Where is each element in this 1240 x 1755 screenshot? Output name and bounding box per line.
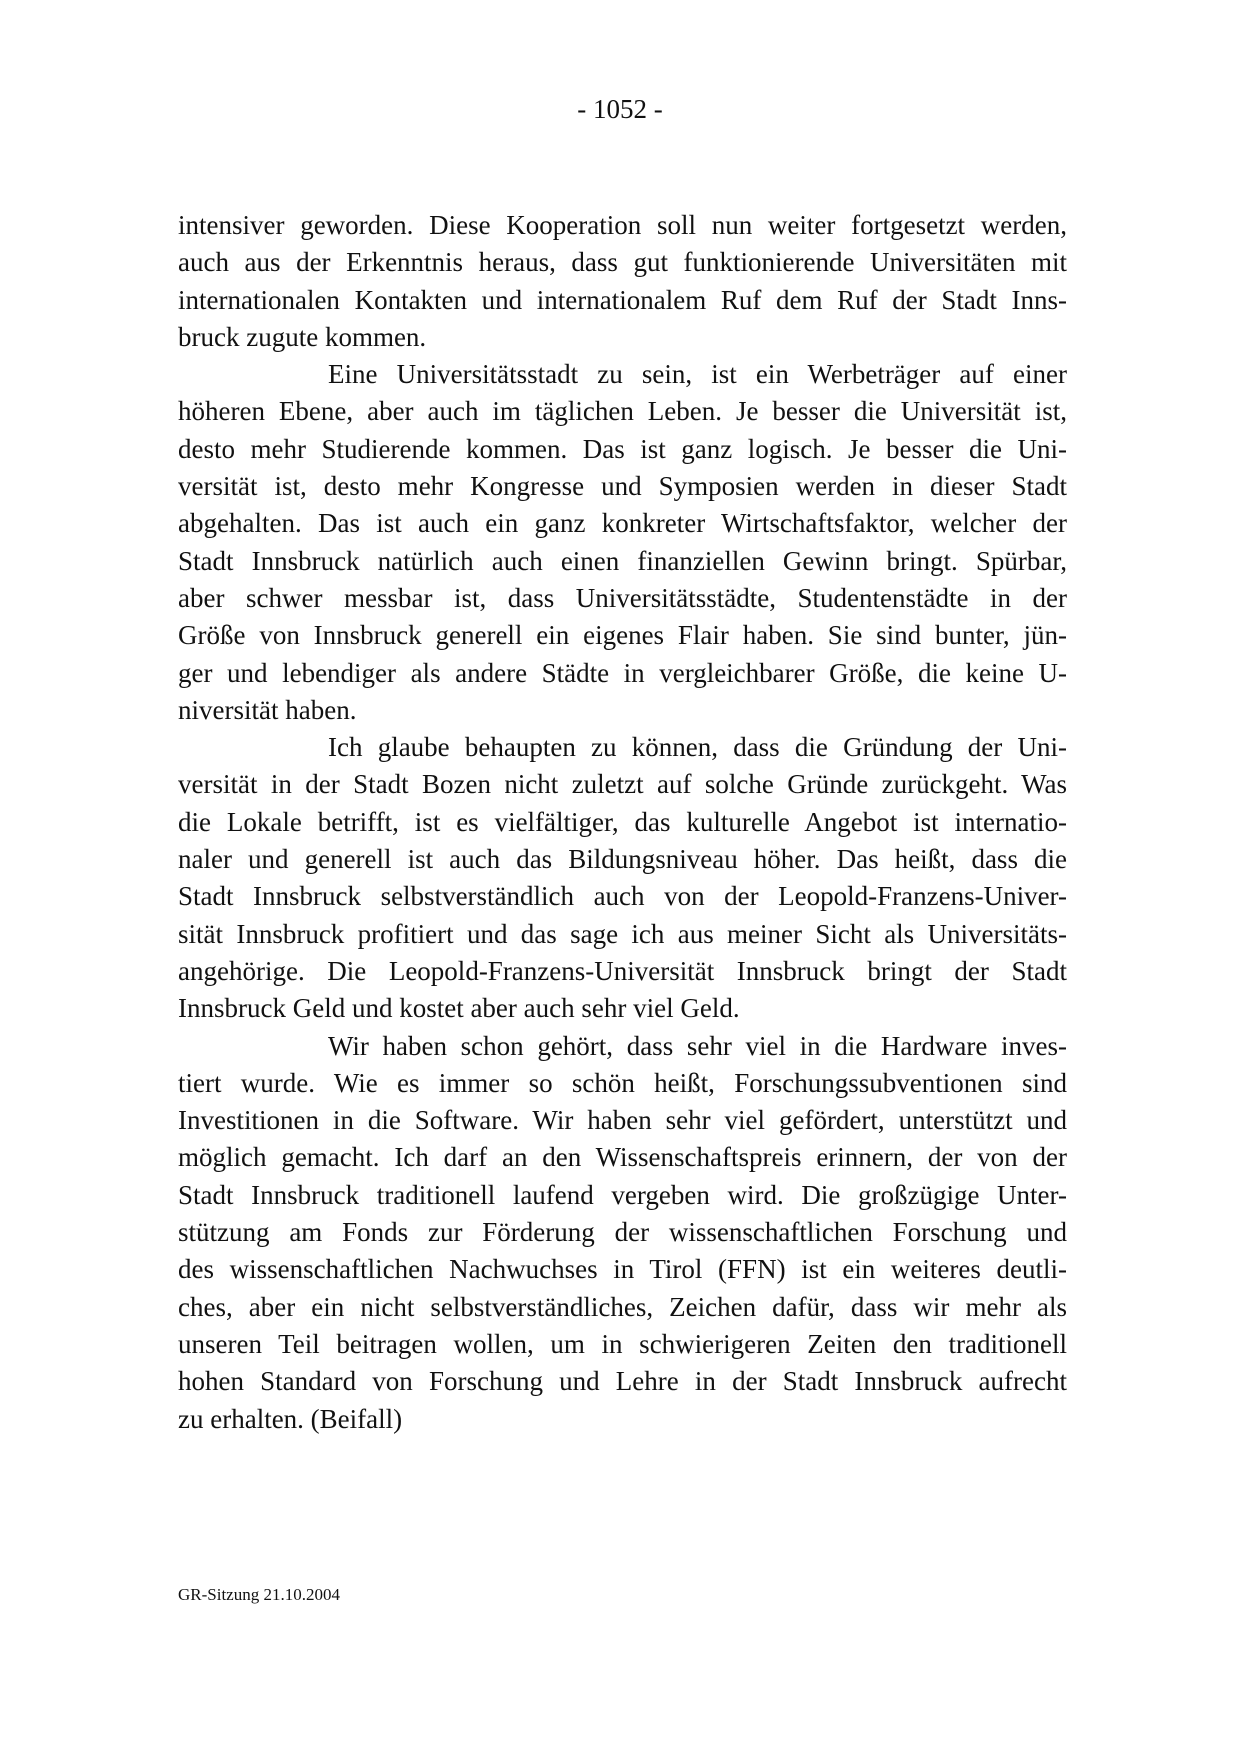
- text-line: intensiver geworden. Diese Kooperation soll nun weiter fortgesetzt werden,: [178, 210, 1067, 240]
- text-line: internationalen Kontakten und internationalem Ruf dem Ruf der Stadt Inns-: [178, 284, 1067, 315]
- text-line: des wissenschaftlichen Nachwuchses in Tirol (FFN) ist ein weiteres deutli-: [178, 1254, 1067, 1285]
- footer-session-date: GR-Sitzung 21.10.2004: [178, 1585, 340, 1604]
- text-line: versität ist, desto mehr Kongresse und Symposien werden in dieser Stadt: [178, 471, 1067, 502]
- text-line: die Lokale betrifft, ist es vielfältiger, das kulturelle Angebot ist internatio-: [178, 806, 1067, 837]
- text-line: möglich gemacht. Ich darf an den Wissenschaftspreis erinnern, der von der: [178, 1142, 1067, 1173]
- text-line: hohen Standard von Forschung und Lehre in der Stadt Innsbruck aufrecht: [178, 1366, 1067, 1397]
- text-line: naler und generell ist auch das Bildungsniveau höher. Das heißt, dass die: [178, 844, 1067, 875]
- text-line: Innsbruck Geld und kostet aber auch sehr viel Geld.: [178, 993, 740, 1024]
- text-line: höheren Ebene, aber auch im täglichen Leben. Je besser die Universität ist,: [178, 396, 1067, 427]
- text-line: tiert wurde. Wie es immer so schön heißt, Forschungssubventionen sind: [178, 1067, 1067, 1098]
- text-line: desto mehr Studierende kommen. Das ist ganz logisch. Je besser die Uni-: [178, 433, 1067, 464]
- text-line: aber schwer messbar ist, dass Universitätsstädte, Studentenstädte in der: [178, 582, 1067, 613]
- paragraph: [178, 729, 1067, 1027]
- text-line: abgehalten. Das ist auch ein ganz konkreter Wirtschaftsfaktor, welcher der: [178, 508, 1067, 539]
- text-line: sität Innsbruck profitiert und das sage ich aus meiner Sicht als Universitäts-: [178, 918, 1067, 949]
- text-line: Wir haben schon gehört, dass sehr viel in die Hardware inves-: [328, 1030, 1067, 1061]
- paragraph: [178, 1028, 1067, 1438]
- text-line: zu erhalten. (Beifall): [178, 1403, 403, 1434]
- text-line: ger und lebendiger als andere Städte in vergleichbarer Größe, die keine U-: [178, 657, 1067, 688]
- text-line: ches, aber ein nicht selbstverständliches, Zeichen dafür, dass wir mehr als: [178, 1291, 1067, 1322]
- text-line: Größe von Innsbruck generell ein eigenes Flair haben. Sie sind bunter, jün-: [178, 620, 1067, 651]
- text-line: Investitionen in die Software. Wir haben sehr viel gefördert, unterstützt und: [178, 1105, 1067, 1136]
- body-text: [178, 207, 1067, 1438]
- paragraph: [178, 207, 1067, 356]
- text-line: bruck zugute kommen.: [178, 321, 427, 352]
- text-line: stützung am Fonds zur Förderung der wissenschaftlichen Forschung und: [178, 1217, 1067, 1248]
- paragraph: [178, 356, 1067, 729]
- text-line: angehörige. Die Leopold-Franzens-Universität Innsbruck bringt der Stadt: [178, 955, 1067, 986]
- text-line: versität in der Stadt Bozen nicht zuletzt auf solche Gründe zurückgeht. Was: [178, 769, 1067, 800]
- text-line: niversität haben.: [178, 694, 357, 725]
- text-line: Eine Universitätsstadt zu sein, ist ein Werbeträger auf einer: [328, 359, 1067, 390]
- text-line: Stadt Innsbruck traditionell laufend vergeben wird. Die großzügige Unter-: [178, 1179, 1067, 1210]
- text-line: Stadt Innsbruck natürlich auch einen finanziellen Gewinn bringt. Spürbar,: [178, 545, 1067, 576]
- page-number: - 1052 -: [577, 94, 663, 124]
- text-line: Stadt Innsbruck selbstverständlich auch von der Leopold-Franzens-Univer-: [178, 881, 1067, 912]
- text-line: unseren Teil beitragen wollen, um in schwierigeren Zeiten den traditionell: [178, 1328, 1067, 1359]
- text-line: Ich glaube behaupten zu können, dass die Gründung der Uni-: [328, 732, 1067, 763]
- text-line: auch aus der Erkenntnis heraus, dass gut funktionierende Universitäten mit: [178, 247, 1067, 278]
